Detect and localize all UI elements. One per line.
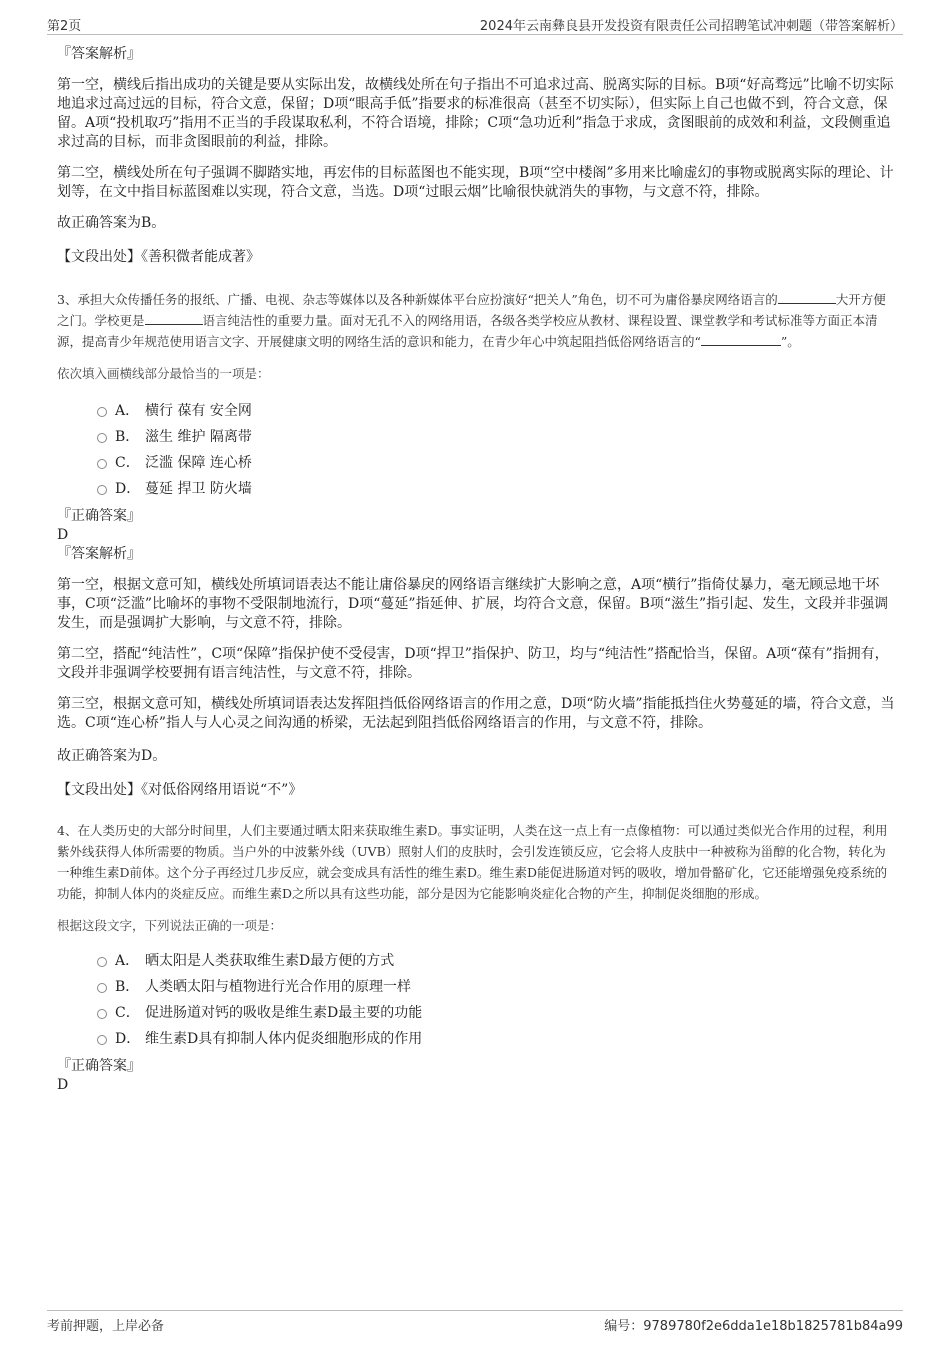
option-list	[97, 398, 895, 502]
radio-icon[interactable]	[97, 1035, 107, 1045]
radio-icon[interactable]	[97, 459, 107, 469]
analysis-paragraph: 第一空，横线后指出成功的关键是要从实际出发，故横线处所在句子指出不可追求过高、脱离实际的目标。B项“好高骛远”比喻不切实际地追求过高过远的目标，符合文意，保留；D项“眼高手低”指要求的标准很高（甚至不切实际），但实际上自己也做不到，符合文意，保留。A项“投机取巧”指用不正当的手段谋取私利，不符合语境，排除；C项“急功近利”指急于求成，贪图眼前的成效和利益，文段侧重追求过高的目标，而非贪图眼前的利益，排除。	[57, 77, 894, 150]
page-number: 第2页	[47, 19, 82, 34]
source-citation	[57, 780, 895, 800]
source-citation	[57, 247, 895, 267]
radio-icon[interactable]	[97, 1009, 107, 1019]
page-content	[57, 44, 895, 1094]
question-stem: 4、在人类历史的大部分时间里，人们主要通过晒太阳来获取维生素D。事实证明，人类在这一点上有一点像植物：可以通过类似光合作用的过程，利用紫外线获得人体所需要的物质。当户外的中波紫外线（UVB）照射人们的皮肤时，会引发连锁反应，它会将人皮肤中一种被称为甾醇的化合物，转化为一种维生素D前体。这个分子再经过几步反应，就会变成具有活性的维生素D。维生素D能促进肠道对钙的吸收，增加骨骼矿化，它还能增强免疫系统的功能，抑制人体内的炎症反应。而维生素D之所以具有这些功能，部分是因为它能影响炎症化合物的产生，抑制促炎细胞的形成。	[57, 823, 888, 901]
document-title: 2024年云南彝良县开发投资有限责任公司招聘笔试冲刺题（带答案解析）	[479, 19, 903, 34]
option-a[interactable]: A． 横行 葆有 安全网	[97, 398, 895, 424]
radio-icon[interactable]	[97, 407, 107, 417]
radio-icon[interactable]	[97, 983, 107, 993]
source-label: 【文段出处】	[57, 249, 141, 265]
fill-blank	[701, 333, 781, 346]
radio-icon[interactable]	[97, 957, 107, 967]
question-stem: 3、承担大众传播任务的报纸、广播、电视、杂志等媒体以及各种新媒体平台应扮演好“把关人”角色，切不可为庸俗暴戾网络语言的 大开方便之门。学校更是 语言纯洁性的重要力量。面对无孔不入的网络用语，各级各类学校应从教材、课程设置、课堂教学和考试标准等方面正本清源，提高青少年规范使用语言文字、开展健康文明的网络生活的意识和能力，在青少年心中筑起阻挡低俗网络语言的“ ”。	[57, 292, 886, 349]
analysis-paragraph: 第三空，根据文意可知，横线处所填词语表达发挥阻挡低俗网络语言的作用之意，D项“防火墙”指能抵挡住火势蔓延的墙，符合文意，当选。C项“连心桥”指人与人心灵之间沟通的桥梁，无法起到阻挡低俗网络语言的作用，与文意不符，排除。	[57, 696, 895, 731]
option-d[interactable]: D． 蔓延 捍卫 防火墙	[97, 476, 895, 502]
radio-icon[interactable]	[97, 485, 107, 495]
source-title: 《对低俗网络用语说“不”》	[141, 782, 303, 798]
page-header	[47, 14, 903, 35]
analysis-tag: 『答案解析』	[57, 46, 141, 62]
option-list	[97, 948, 895, 1052]
source-label: 【文段出处】	[57, 782, 141, 798]
answer-conclusion: 故正确答案为D。	[57, 748, 167, 764]
analysis-paragraph: 第一空，根据文意可知，横线处所填词语表达不能让庸俗暴戾的网络语言继续扩大影响之意，A项“横行”指倚仗暴力，毫无顾忌地干坏事，C项“泛滥”比喻坏的事物不受限制地流行，D项“蔓延”指延伸、扩展，均符合文意，保留。B项“滋生”指引起、发生，文段并非强调发生，而是强调扩大影响，与文意不符，排除。	[57, 577, 889, 631]
option-b[interactable]: B． 人类晒太阳与植物进行光合作用的原理一样	[97, 974, 895, 1000]
correct-answer: D	[57, 527, 69, 543]
correct-answer: D	[57, 1077, 69, 1093]
radio-icon[interactable]	[97, 433, 107, 443]
correct-answer-tag: 『正确答案』	[57, 508, 141, 524]
analysis-paragraph: 第二空，横线处所在句子强调不脚踏实地，再宏伟的目标蓝图也不能实现，B项“空中楼阁”多用来比喻虚幻的事物或脱离实际的理论、计划等，在文中指目标蓝图难以实现，符合文意，当选。D项“过眼云烟”比喻很快就消失的事物，与文意不符，排除。	[57, 165, 894, 200]
option-b[interactable]: B． 滋生 维护 隔离带	[97, 424, 895, 450]
fill-blank	[145, 312, 203, 325]
analysis-paragraph: 第二空，搭配“纯洁性”，C项“保障”指保护使不受侵害，D项“捍卫”指保护、防卫，均与“纯洁性”搭配恰当，保留。A项“葆有”指拥有，文段并非强调学校要拥有语言纯洁性，与文意不符，排除。	[57, 646, 889, 681]
question-prompt: 依次填入画横线部分最恰当的一项是：	[57, 366, 270, 381]
source-title: 《善积微者能成著》	[141, 249, 260, 265]
option-c[interactable]: C． 泛滥 保障 连心桥	[97, 450, 895, 476]
option-d[interactable]: D． 维生素D具有抑制人体内促炎细胞形成的作用	[97, 1026, 895, 1052]
correct-answer-tag: 『正确答案』	[57, 1058, 141, 1074]
option-a[interactable]: A． 晒太阳是人类获取维生素D最方便的方式	[97, 948, 895, 974]
fill-blank	[778, 291, 836, 304]
question-prompt: 根据这段文字，下列说法正确的一项是：	[57, 918, 283, 933]
footer-slogan: 考前押题，上岸必备	[47, 1319, 165, 1334]
answer-conclusion: 故正确答案为B。	[57, 215, 166, 231]
analysis-tag: 『答案解析』	[57, 546, 141, 562]
page-footer	[47, 1310, 903, 1335]
document-id: 编号：9789780f2e6dda1e18b1825781b84a99	[604, 1319, 903, 1334]
option-c[interactable]: C． 促进肠道对钙的吸收是维生素D最主要的功能	[97, 1000, 895, 1026]
